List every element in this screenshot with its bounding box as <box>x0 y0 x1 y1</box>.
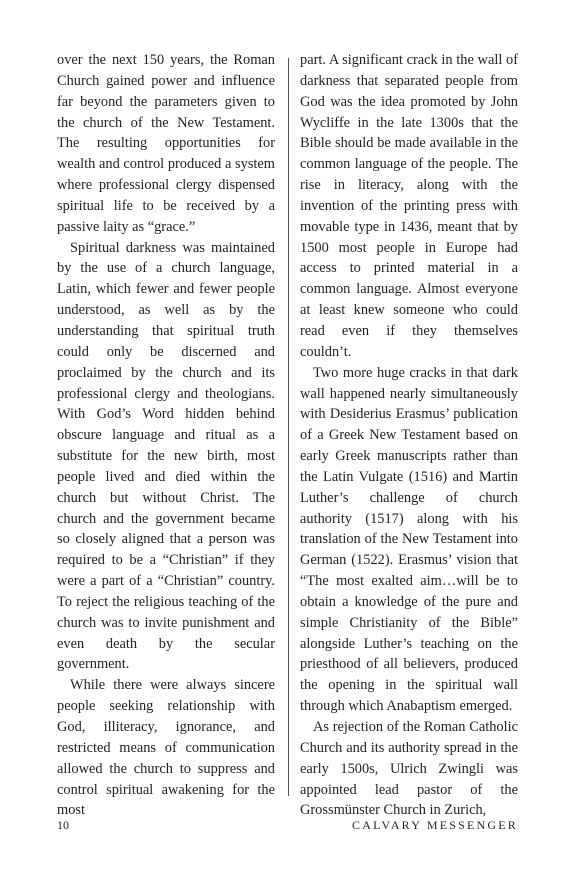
paragraph: As rejection of the Roman Catholic Church and its authority spread in the early 1500s, Ulrich Zwingli was appointed lead pastor of the Grossmünster Church in Zurich, <box>300 719 518 819</box>
paragraph: part. A significant crack in the wall of darkness that separated people from God was the idea promoted by John Wycliffe in the late 1300s that the Bible should be made available in the common language of the people. The rise in literacy, along with the invention of the printing press with movable type in 1436, meant that by 1500 most people in Europe had access to printed material in a common language. Almost everyone at least knew someone who could read even if they themselves couldn’t. <box>300 52 518 360</box>
paragraph: While there were always sincere people seeking relationship with God, illiteracy, ignorance, and restricted means of communication allowed the church to suppress and control spiritual awakening for the most <box>57 677 275 819</box>
right-column <box>300 50 518 821</box>
paragraph: Two more huge cracks in that dark wall happened nearly simultaneously with Desiderius Erasmus’ publication of a Greek New Testament based on early Greek manuscripts rather than the Latin Vulgate (1516) and Martin Luther’s challenge of church authority (1517) along with his translation of the New Testament into German (1522). Erasmus’ vision that “The most exalted aim…will be to obtain a knowledge of the pure and simple Christianity of the Bible” alongside Luther’s teaching on the priesthood of all believers, produced the opening in the spiritual wall through which Anabaptism emerged. <box>300 364 518 715</box>
left-column <box>57 50 275 821</box>
paragraph: over the next 150 years, the Roman Church gained power and influence far beyond the parameters given to the church of the New Testament. The resulting opportunities for wealth and control produced a system where professional clergy dispensed spiritual life to be received by a passive laity as “grace.” <box>57 52 275 235</box>
page-number: 10 <box>57 818 69 832</box>
column-divider <box>288 58 289 796</box>
running-head: CALVARY MESSENGER <box>352 818 518 832</box>
paragraph: Spiritual darkness was maintained by the use of a church language, Latin, which fewer and fewer people understood, as well as by the understanding that spiritual truth could only be discerned and proclaimed by the church and its professional clergy and theologians. With God’s Word hidden behind obscure language and ritual as a substitute for the new birth, most people lived and died within the church but without Christ. The church and the government became so closely aligned that a person was required to be a “Christian” if they were a part of a “Christian” country. To reject the religious teaching of the church was to invite punishment and even death by the secular government. <box>57 239 275 673</box>
